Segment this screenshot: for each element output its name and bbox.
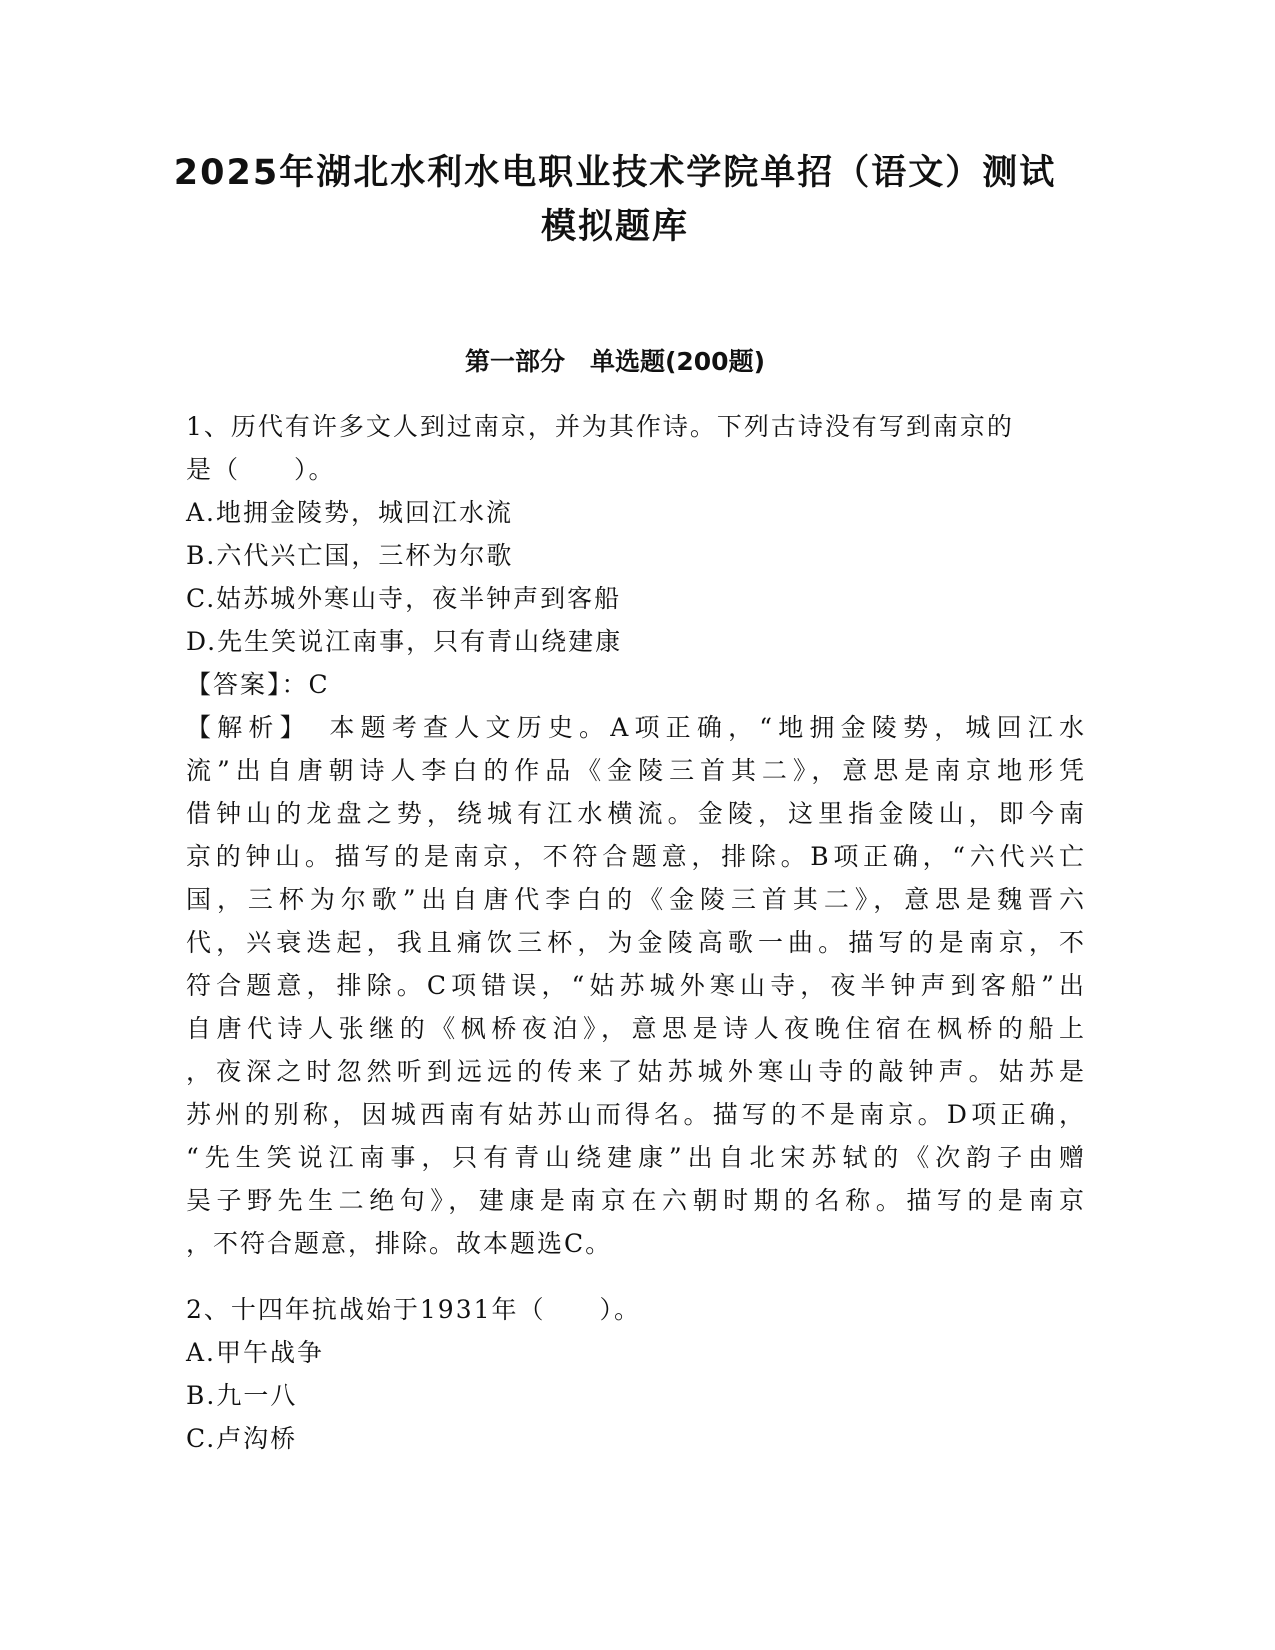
analysis-line: 借钟山的龙盘之势，绕城有江水横流。金陵，这里指金陵山，即今南 bbox=[186, 799, 1086, 828]
question-2-option-c: C.卢沟桥 bbox=[186, 1424, 298, 1453]
analysis-line: 流”出自唐朝诗人李白的作品《金陵三首其二》，意思是南京地形凭 bbox=[186, 756, 1086, 785]
analysis-line: “先生笑说江南事，只有青山绕建康”出自北宋苏轼的《次韵子由赠 bbox=[186, 1143, 1086, 1172]
question-1-answer: 【答案】：C bbox=[186, 670, 330, 699]
analysis-line: ，不符合题意，排除。故本题选C。 bbox=[186, 1229, 613, 1258]
analysis-line: ，夜深之时忽然听到远远的传来了姑苏城外寒山寺的敲钟声。姑苏是 bbox=[186, 1057, 1086, 1086]
question-1-option-d: D.先生笑说江南事，只有青山绕建康 bbox=[186, 627, 623, 656]
analysis-line: 苏州的别称，因城西南有姑苏山而得名。描写的不是南京。D项正确， bbox=[186, 1100, 1086, 1129]
question-1-stem-line-1: 1、历代有许多文人到过南京，并为其作诗。下列古诗没有写到南京的 bbox=[186, 412, 1014, 441]
analysis-line: 【解析】 本题考查人文历史。A项正确，“地拥金陵势，城回江水 bbox=[186, 713, 1086, 742]
analysis-line: 自唐代诗人张继的《枫桥夜泊》，意思是诗人夜晚住宿在枫桥的船上 bbox=[186, 1014, 1086, 1043]
analysis-line: 国，三杯为尔歌”出自唐代李白的《金陵三首其二》，意思是魏晋六 bbox=[186, 885, 1086, 914]
section-heading: 第一部分 单选题(200题) bbox=[464, 347, 766, 376]
question-2 bbox=[186, 1288, 1086, 1460]
question-1 bbox=[186, 405, 1086, 1265]
analysis-line: 代，兴衰迭起，我且痛饮三杯，为金陵高歌一曲。描写的是南京，不 bbox=[186, 928, 1086, 957]
analysis-line: 符合题意，排除。C项错误，“姑苏城外寒山寺，夜半钟声到客船”出 bbox=[186, 971, 1086, 1000]
question-1-option-a: A.地拥金陵势，城回江水流 bbox=[186, 498, 514, 527]
title-line-1: 2025年湖北水利水电职业技术学院单招（语文）测试 bbox=[173, 153, 1057, 193]
analysis-line: 京的钟山。描写的是南京，不符合题意，排除。B项正确，“六代兴亡 bbox=[186, 842, 1086, 871]
question-1-stem-line-2: 是（ ）。 bbox=[186, 455, 336, 484]
question-1-option-c: C.姑苏城外寒山寺，夜半钟声到客船 bbox=[186, 584, 622, 613]
document-title bbox=[160, 146, 1070, 254]
question-2-option-a: A.甲午战争 bbox=[186, 1338, 325, 1367]
title-line-2: 模拟题库 bbox=[540, 207, 689, 247]
question-2-option-b: B.九一八 bbox=[186, 1381, 298, 1410]
question-1-option-b: B.六代兴亡国，三杯为尔歌 bbox=[186, 541, 514, 570]
question-2-stem: 2、十四年抗战始于1931年（ ）。 bbox=[186, 1295, 642, 1324]
question-1-analysis bbox=[186, 706, 1086, 1265]
analysis-line: 吴子野先生二绝句》，建康是南京在六朝时期的名称。描写的是南京 bbox=[186, 1186, 1086, 1215]
